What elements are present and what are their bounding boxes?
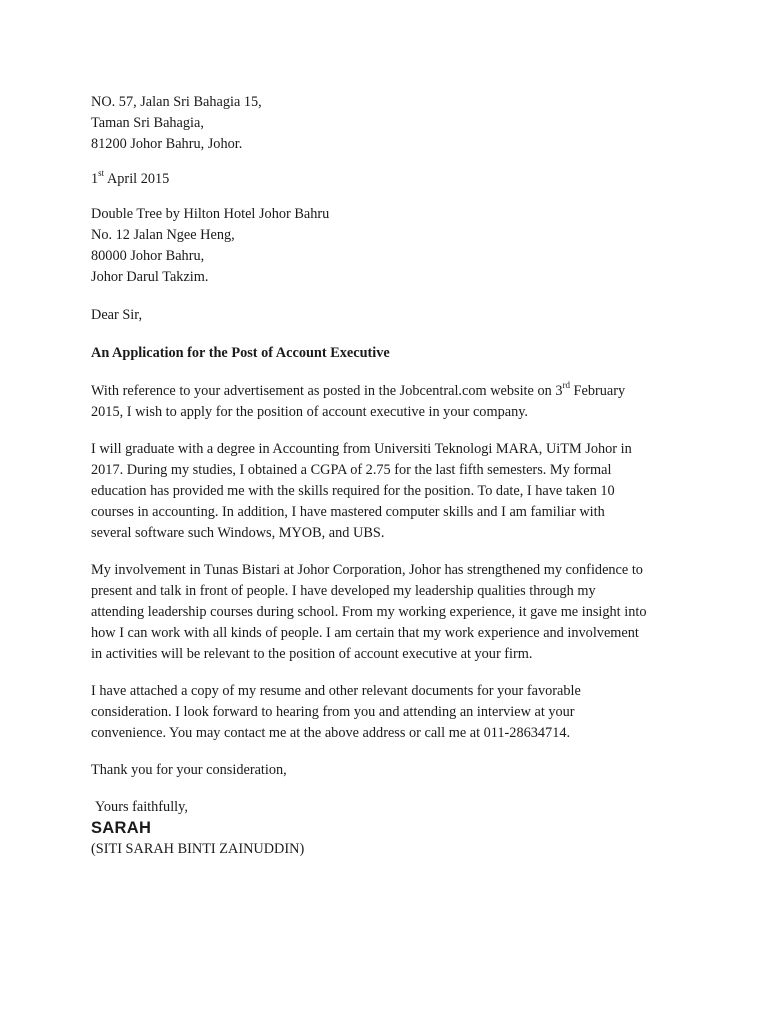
paragraph-3 [91, 560, 691, 665]
paragraph-1 [91, 381, 691, 423]
paragraph-2 [91, 439, 691, 544]
date-rest: April 2015 [104, 171, 170, 187]
closing-text: Yours faithfully, [95, 799, 188, 815]
thanks [91, 760, 691, 781]
paragraph-3-line-5: in activities will be relevant to the position of account executive at your firm. [91, 646, 533, 662]
paragraph-2-line-5: several software such Windows, MYOB, and UBS. [91, 525, 385, 541]
paragraph-1-line-2: 2015, I wish to apply for the position of account executive in your company. [91, 404, 529, 420]
subject-text: An Application for the Post of Account Executive [91, 345, 390, 361]
paragraph-4 [91, 681, 691, 744]
letter-subject [91, 343, 691, 364]
recipient-line-2: No. 12 Jalan Ngee Heng, [91, 227, 235, 243]
paragraph-1-line-1a: With reference to your advertisement as posted in the Jobcentral.com website on 3 [91, 383, 563, 399]
recipient-line-3: 80000 Johor Bahru, [91, 248, 205, 264]
sign-off [91, 797, 691, 860]
recipient-line-1: Double Tree by Hilton Hotel Johor Bahru [91, 206, 330, 222]
recipient-address [91, 204, 691, 288]
recipient-line-4: Johor Darul Takzim. [91, 269, 209, 285]
paragraph-2-line-2: 2017. During my studies, I obtained a CGPA of 2.75 for the last fifth semesters. My formal [91, 462, 612, 478]
paragraph-3-line-3: attending leadership courses during school. From my working experience, it gave me insight into [91, 604, 647, 620]
paragraph-3-line-4: how I can work with all kinds of people. I am certain that my work experience and involvement [91, 625, 639, 641]
paragraph-4-line-1: I have attached a copy of my resume and other relevant documents for your favorable [91, 683, 581, 699]
letter-page [91, 92, 691, 860]
paragraph-1-sup: rd [562, 380, 570, 391]
full-name: (SITI SARAH BINTI ZAINUDDIN) [91, 841, 305, 857]
salutation-text: Dear Sir, [91, 307, 143, 323]
salutation [91, 305, 691, 326]
date-day: 1 [91, 171, 99, 187]
paragraph-1-line-1b: February [569, 383, 626, 399]
paragraph-3-line-1: My involvement in Tunas Bistari at Johor Corporation, Johor has strengthened my confidence to [91, 562, 643, 578]
sender-address [91, 92, 691, 155]
paragraph-4-line-3: convenience. You may contact me at the above address or call me at 011-28634714. [91, 725, 571, 741]
sender-address-line-3: 81200 Johor Bahru, Johor. [91, 136, 243, 152]
thanks-text: Thank you for your consideration, [91, 762, 287, 778]
letter-date [91, 169, 691, 190]
signature-name: SARAH [91, 819, 152, 837]
paragraph-2-line-3: education has provided me with the skills required for the position. To date, I have taken 10 [91, 483, 615, 499]
paragraph-3-line-2: present and talk in front of people. I have developed my leadership qualities through my [91, 583, 596, 599]
paragraph-4-line-2: consideration. I look forward to hearing from you and attending an interview at your [91, 704, 575, 720]
paragraph-2-line-4: courses in accounting. In addition, I have mastered computer skills and I am familiar with [91, 504, 605, 520]
sender-address-line-2: Taman Sri Bahagia, [91, 115, 204, 131]
date-suffix: st [98, 168, 105, 179]
paragraph-2-line-1: I will graduate with a degree in Accounting from Universiti Teknologi MARA, UiTM Johor in [91, 441, 632, 457]
sender-address-line-1: NO. 57, Jalan Sri Bahagia 15, [91, 94, 262, 110]
